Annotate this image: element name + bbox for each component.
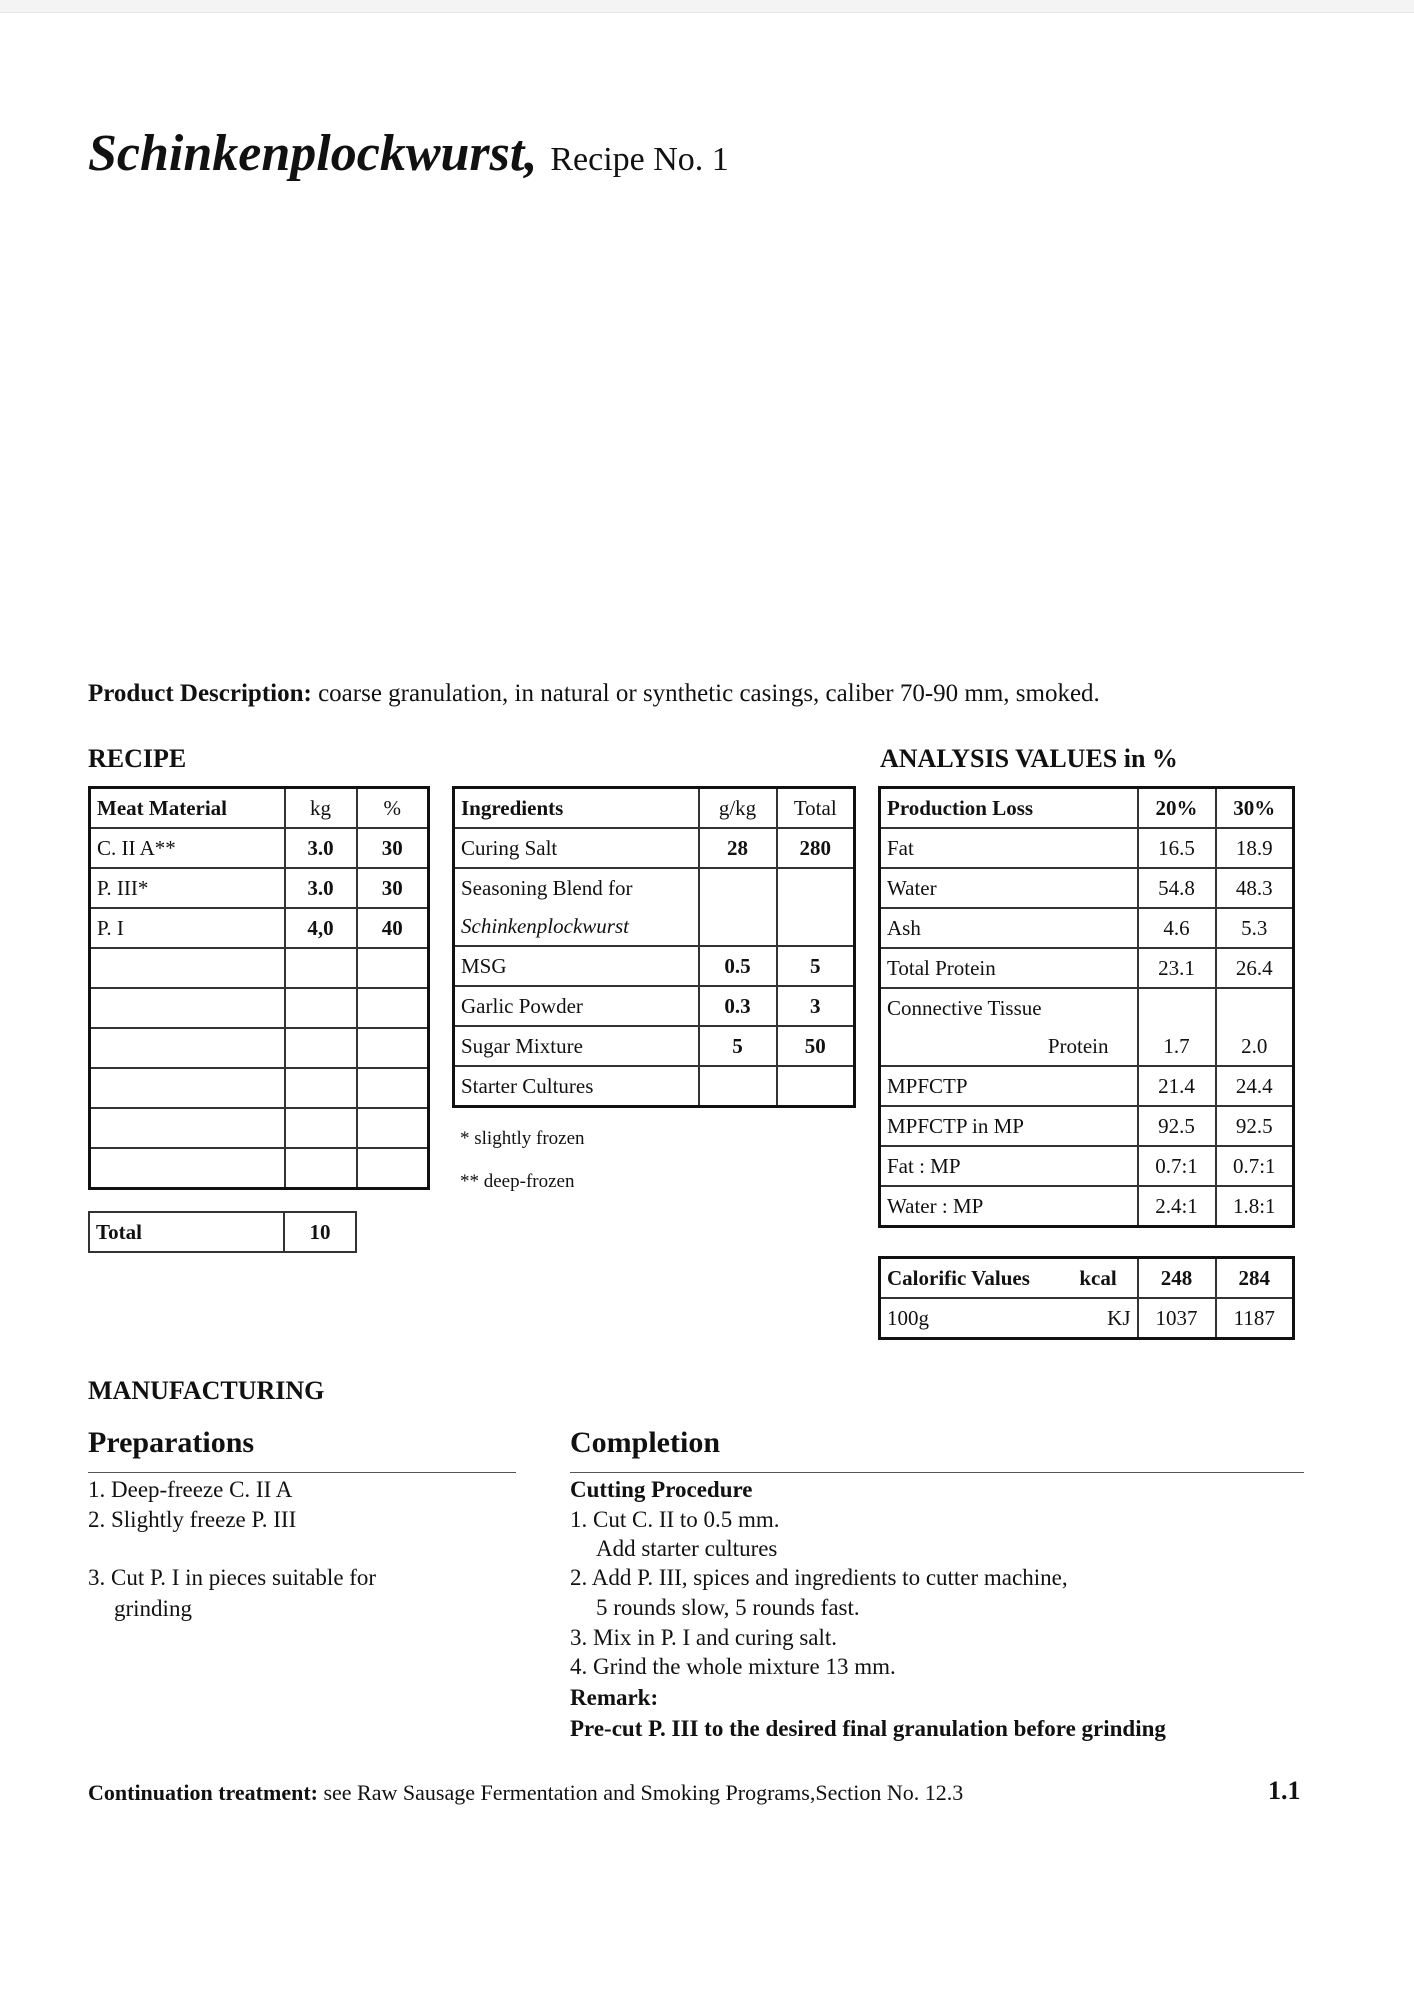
table-row xyxy=(90,988,429,1028)
table-row xyxy=(90,1148,429,1189)
page-number: 1.1 xyxy=(1268,1776,1301,1805)
table-row xyxy=(90,868,429,908)
table-header-cell: % xyxy=(357,788,429,829)
ingredient-gkg xyxy=(699,1066,777,1107)
meat-kg xyxy=(285,1028,357,1068)
analysis-label: Fat : MP xyxy=(880,1146,1138,1186)
analysis-label: MPFCTP in MP xyxy=(880,1106,1138,1146)
completion-step: 2. Add P. III, spices and ingredients to cutter machine, xyxy=(570,1565,1068,1590)
ingredient-total: 3 xyxy=(777,986,855,1026)
calorific-kj-20: 1037 xyxy=(1138,1298,1216,1339)
meat-kg: 3.0 xyxy=(285,868,357,908)
ingredient-gkg xyxy=(699,907,777,946)
ingredient-name: MSG xyxy=(454,946,699,986)
analysis-value-30: 92.5 xyxy=(1216,1106,1294,1146)
meat-name: P. I xyxy=(90,908,285,948)
table-row xyxy=(880,868,1294,908)
table-row xyxy=(90,828,429,868)
ingredient-name: Seasoning Blend for xyxy=(454,868,699,907)
table-row xyxy=(880,1186,1294,1227)
analysis-value-30: 24.4 xyxy=(1216,1066,1294,1106)
meat-kg xyxy=(285,948,357,988)
analysis-value-20: 1.7 xyxy=(1138,1027,1216,1066)
continuation-treatment xyxy=(88,1780,963,1806)
ingredient-total xyxy=(777,907,855,946)
table-row xyxy=(880,988,1294,1027)
meat-percent: 40 xyxy=(357,908,429,948)
meat-percent xyxy=(357,1108,429,1148)
table-header-cell: Production Loss xyxy=(880,788,1138,829)
meat-kg xyxy=(285,1148,357,1189)
meat-kg: 3.0 xyxy=(285,828,357,868)
calorific-label: Calorific Values xyxy=(880,1258,1060,1299)
calorific-kcal-30: 284 xyxy=(1216,1258,1294,1299)
meat-name xyxy=(90,1028,285,1068)
product-description-text: coarse granulation, in natural or synthetic casings, caliber 70-90 mm, smoked. xyxy=(318,680,1100,707)
table-header-cell: Meat Material xyxy=(90,788,285,829)
analysis-value-30: 2.0 xyxy=(1216,1027,1294,1066)
analysis-table xyxy=(878,786,1295,1228)
analysis-value-20: 54.8 xyxy=(1138,868,1216,908)
table-header-row xyxy=(880,788,1294,829)
meat-name xyxy=(90,1108,285,1148)
ingredient-name: Schinkenplockwurst xyxy=(454,907,699,946)
analysis-value-20: 4.6 xyxy=(1138,908,1216,948)
table-row xyxy=(880,1258,1294,1299)
total-label: Total xyxy=(89,1212,284,1252)
calorific-basis: 100g xyxy=(880,1298,1060,1339)
analysis-value-30: 5.3 xyxy=(1216,908,1294,948)
ingredient-name: Curing Salt xyxy=(454,828,699,868)
continuation-label: Continuation treatment: xyxy=(88,1780,318,1805)
analysis-value-20: 0.7:1 xyxy=(1138,1146,1216,1186)
table-row xyxy=(454,1026,855,1066)
table-header-row xyxy=(454,788,855,829)
analysis-label: Water : MP xyxy=(880,1186,1138,1227)
completion-step: 3. Mix in P. I and curing salt. xyxy=(570,1625,838,1650)
analysis-value-20 xyxy=(1138,988,1216,1027)
cutting-procedure-heading: Cutting Procedure xyxy=(570,1477,753,1502)
table-row xyxy=(880,1066,1294,1106)
table-row xyxy=(454,907,855,946)
page-top-band xyxy=(0,0,1414,13)
completion-rule xyxy=(570,1472,1304,1473)
table-row xyxy=(90,1108,429,1148)
table-row xyxy=(880,1298,1294,1339)
meat-kg xyxy=(285,1068,357,1108)
meat-percent: 30 xyxy=(357,868,429,908)
meat-name xyxy=(90,1068,285,1108)
table-row xyxy=(90,908,429,948)
table-header-cell: kg xyxy=(285,788,357,829)
meat-name: P. III* xyxy=(90,868,285,908)
table-row xyxy=(454,946,855,986)
product-description-label: Product Description: xyxy=(88,680,312,707)
analysis-heading: ANALYSIS VALUES in % xyxy=(880,744,1178,773)
ingredient-gkg: 0.3 xyxy=(699,986,777,1026)
analysis-value-20: 16.5 xyxy=(1138,828,1216,868)
completion-step: 4. Grind the whole mixture 13 mm. xyxy=(570,1654,896,1679)
meat-total-table xyxy=(88,1211,357,1253)
calorific-kj-30: 1187 xyxy=(1216,1298,1294,1339)
analysis-value-20: 2.4:1 xyxy=(1138,1186,1216,1227)
ingredient-total: 50 xyxy=(777,1026,855,1066)
table-header-cell: g/kg xyxy=(699,788,777,829)
ingredient-gkg xyxy=(699,868,777,907)
analysis-value-30: 48.3 xyxy=(1216,868,1294,908)
analysis-value-30: 0.7:1 xyxy=(1216,1146,1294,1186)
meat-percent: 30 xyxy=(357,828,429,868)
meat-name xyxy=(90,988,285,1028)
meat-percent xyxy=(357,1148,429,1189)
analysis-label: Ash xyxy=(880,908,1138,948)
footnote-deep-frozen: ** deep-frozen xyxy=(460,1171,575,1192)
remark-text: Pre-cut P. III to the desired final granulation before grinding xyxy=(570,1716,1166,1741)
recipe-number: Recipe No. 1 xyxy=(550,141,729,178)
ingredient-name: Starter Cultures xyxy=(454,1066,699,1107)
table-row xyxy=(880,948,1294,988)
manufacturing-heading: MANUFACTURING xyxy=(88,1376,325,1405)
ingredients-table xyxy=(452,786,856,1108)
ingredient-name: Sugar Mixture xyxy=(454,1026,699,1066)
table-row xyxy=(90,948,429,988)
meat-kg xyxy=(285,1108,357,1148)
analysis-value-30: 1.8:1 xyxy=(1216,1186,1294,1227)
analysis-value-20: 23.1 xyxy=(1138,948,1216,988)
analysis-value-30 xyxy=(1216,988,1294,1027)
analysis-label: Fat xyxy=(880,828,1138,868)
table-row xyxy=(89,1212,356,1252)
preparation-step: 2. Slightly freeze P. III xyxy=(88,1507,297,1532)
preparations-heading: Preparations xyxy=(88,1426,255,1459)
ingredient-name: Garlic Powder xyxy=(454,986,699,1026)
ingredient-gkg: 28 xyxy=(699,828,777,868)
completion-step-continued: Add starter cultures xyxy=(596,1536,778,1561)
table-row xyxy=(454,828,855,868)
product-description xyxy=(88,680,1100,708)
meat-name xyxy=(90,1148,285,1189)
analysis-value-20: 92.5 xyxy=(1138,1106,1216,1146)
table-row xyxy=(90,1068,429,1108)
analysis-label: MPFCTP xyxy=(880,1066,1138,1106)
total-value: 10 xyxy=(284,1212,356,1252)
table-header-cell: 20% xyxy=(1138,788,1216,829)
analysis-label: Connective Tissue xyxy=(880,988,1138,1027)
continuation-text: see Raw Sausage Fermentation and Smoking Programs,Section No. 12.3 xyxy=(323,1780,964,1805)
analysis-value-20: 21.4 xyxy=(1138,1066,1216,1106)
table-row xyxy=(880,1106,1294,1146)
meat-kg: 4,0 xyxy=(285,908,357,948)
ingredient-total: 5 xyxy=(777,946,855,986)
table-row xyxy=(880,908,1294,948)
page-title xyxy=(88,120,729,194)
table-header-cell: 30% xyxy=(1216,788,1294,829)
meat-kg xyxy=(285,988,357,1028)
ingredient-gkg: 0.5 xyxy=(699,946,777,986)
calorific-unit-kcal: kcal xyxy=(1060,1258,1138,1299)
table-row xyxy=(454,986,855,1026)
meat-material-table xyxy=(88,786,430,1190)
table-header-row xyxy=(90,788,429,829)
table-row xyxy=(454,868,855,907)
meat-percent xyxy=(357,1028,429,1068)
ingredient-total xyxy=(777,1066,855,1107)
analysis-label: Water xyxy=(880,868,1138,908)
completion-step-continued: 5 rounds slow, 5 rounds fast. xyxy=(596,1595,860,1620)
meat-name xyxy=(90,948,285,988)
meat-percent xyxy=(357,948,429,988)
recipe-heading: RECIPE xyxy=(88,744,187,773)
table-header-cell: Ingredients xyxy=(454,788,699,829)
table-row xyxy=(880,1146,1294,1186)
ingredient-total xyxy=(777,868,855,907)
analysis-value-30: 18.9 xyxy=(1216,828,1294,868)
table-row xyxy=(90,1028,429,1068)
ingredient-total: 280 xyxy=(777,828,855,868)
preparations-rule xyxy=(88,1472,516,1473)
table-row xyxy=(454,1066,855,1107)
meat-percent xyxy=(357,988,429,1028)
table-row xyxy=(880,828,1294,868)
analysis-label: Protein xyxy=(880,1027,1138,1066)
remark-label: Remark: xyxy=(570,1685,659,1710)
completion-heading: Completion xyxy=(570,1426,720,1459)
completion-step: 1. Cut C. II to 0.5 mm. xyxy=(570,1507,780,1532)
calorific-unit-kj: KJ xyxy=(1060,1298,1138,1339)
meat-percent xyxy=(357,1068,429,1108)
calorific-kcal-20: 248 xyxy=(1138,1258,1216,1299)
recipe-name: Schinkenplockwurst, xyxy=(88,125,538,182)
table-header-cell: Total xyxy=(777,788,855,829)
calorific-table xyxy=(878,1256,1295,1340)
analysis-value-30: 26.4 xyxy=(1216,948,1294,988)
table-row xyxy=(880,1027,1294,1066)
preparation-step: 1. Deep-freeze C. II A xyxy=(88,1477,293,1502)
preparation-step-continued: grinding xyxy=(114,1596,192,1621)
preparation-step: 3. Cut P. I in pieces suitable for xyxy=(88,1565,377,1590)
meat-name: C. II A** xyxy=(90,828,285,868)
analysis-label: Total Protein xyxy=(880,948,1138,988)
ingredient-gkg: 5 xyxy=(699,1026,777,1066)
footnote-slightly-frozen: * slightly frozen xyxy=(460,1128,585,1149)
